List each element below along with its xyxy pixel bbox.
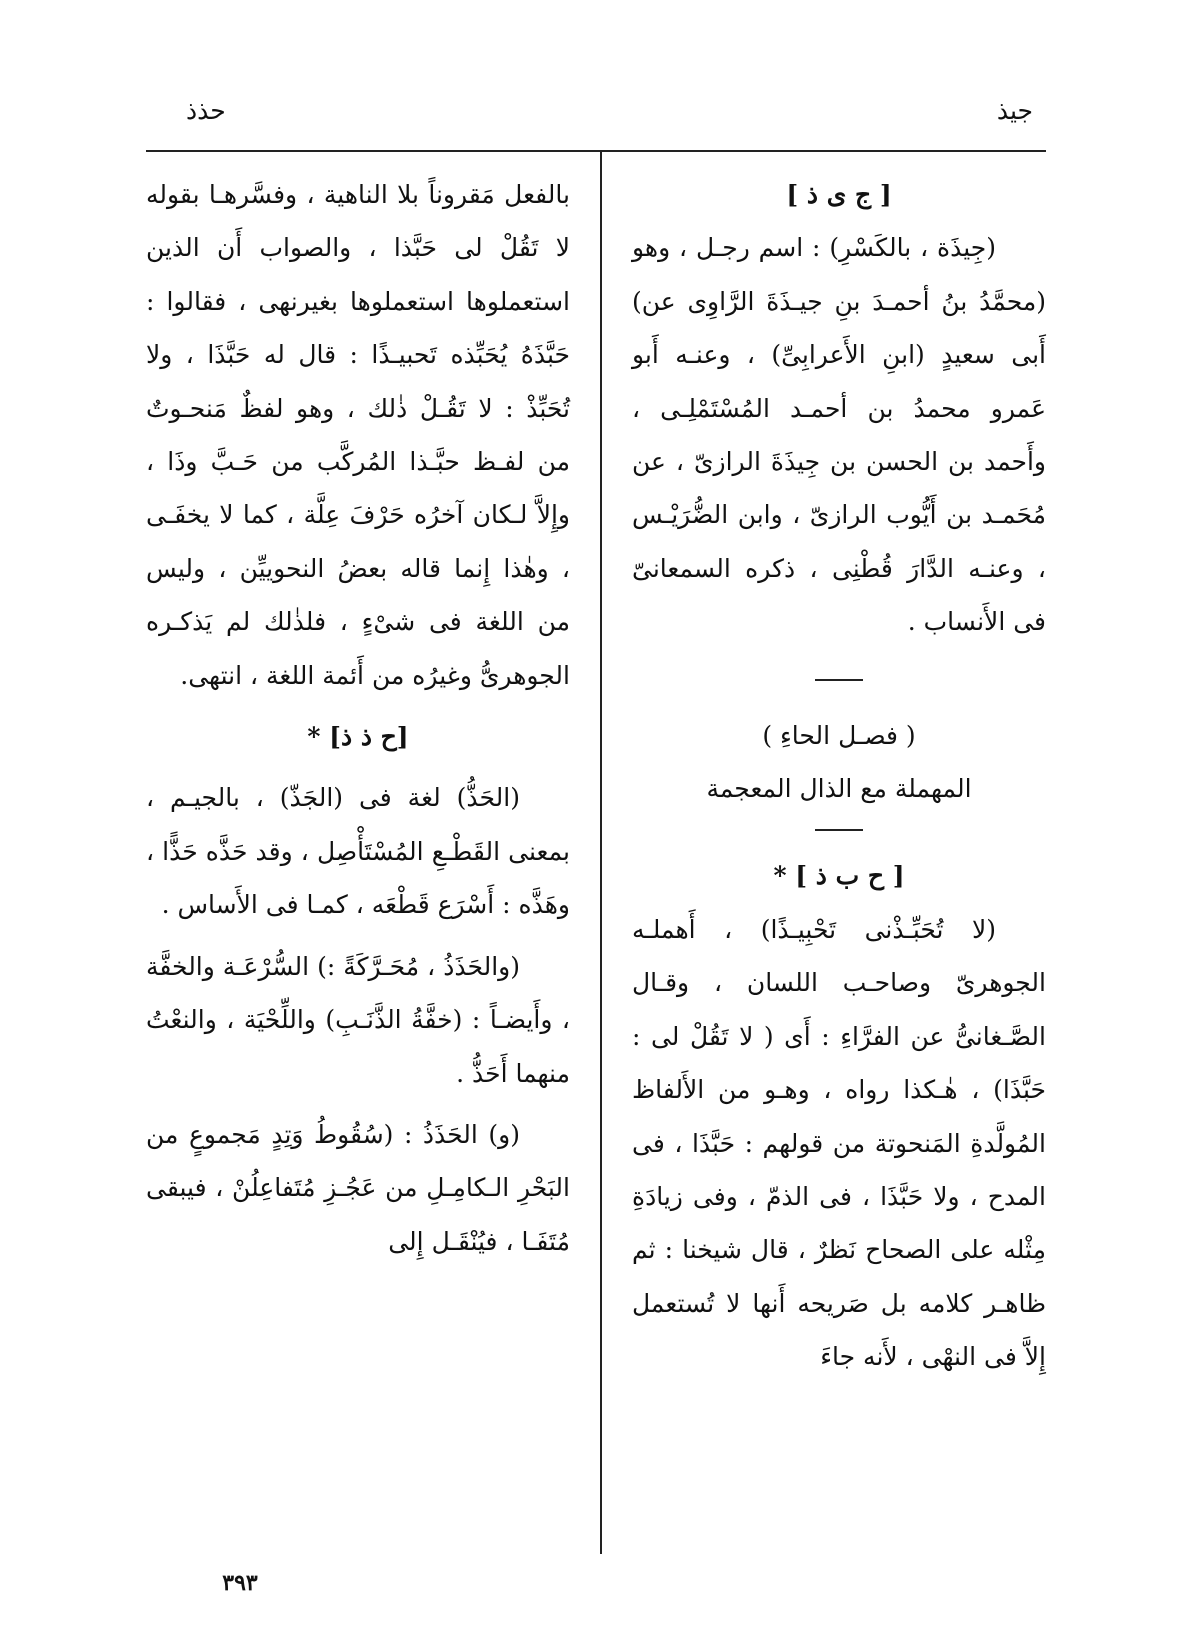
right-column [632, 168, 1046, 1384]
section-heading-hzz: [ح ذ ذ] * [307, 722, 409, 752]
page-number: ٣٩٣ [222, 1570, 258, 1596]
running-header-left: حذذ [186, 96, 226, 125]
section-heading-hbz: [ ح ب ذ ] * [773, 861, 905, 891]
fasl-subtitle: المهملة مع الذال المعجمة [706, 774, 972, 804]
running-header-right: جيذ [996, 96, 1033, 125]
section-heading-jyz: [ ج ى ذ ] [786, 180, 892, 209]
left-column [146, 168, 570, 1268]
separator-rule-small [815, 829, 863, 831]
entry-alhazz: (الحَذُّ) لغة فى (الجَذّ) ، بالجيـم ، بمعنى القَطْـعِ المُسْتَأْصِل ، وقد حَذَّه حَذًّا ، وهَذَّه : أَسْرَع قَطْعَه ، كمـا فى الأَساس . [146, 783, 570, 920]
entry-continuation: بالفعل مَقروناً بلا الناهية ، وفسَّرهـا بقوله لا تَقُلْ لى حَبَّذا ، والصواب أَن الذين استعملوها استعملوها بغيرنهى ، فقالوا : حَبَّذَهُ يُحَبِّذه تَحبيـذًا : قال له حَبَّذَا ، ولا تُحَبِّذْ : لا تَقُـلْ ذٰلك ، وهو لفظٌ مَنحـوتٌ من لفـظ حبَّـذا المُركَّب من حَـبَّ وذَا ، وإِلاَّ لـكان آخرُه حَرْفَ عِلَّة ، كما لا يخفَـى ، وهٰذا إِنما قاله بعضُ النحوييِّن ، وليس من اللغة فى شىْءٍ ، فلذٰلك لم يَذكـره الجوهرىُّ وغيرُه من أَئمة اللغة ، انتهى. [146, 180, 570, 690]
column-divider [600, 152, 602, 1554]
entry-tuhabbizni: (لا تُحَبِّـذْنى تَحْبِيـذًا) ، أَهملـه الجوهرىّ وصاحـب اللسان ، وقـال الصَّـغانىُّ عن الفرَّاءِ : أَى ( لا تَقُلْ لى : حَبَّذَا) ، هٰـكذا رواه ، وهـو من الأَلفاظ المُولَّدةِ المَنحوتة من قولهم : حَبَّذَا ، فى المدح ، ولا حَبَّذَا ، فى الذمّ ، وفى زيادَةِ مِثْله على الصحاح نَظرٌ ، قال شيخنا : ثم ظاهـر كلامه بل صَريحه أَنها لا تُستعمل إِلاَّ فى النهْى ، لأَنه جاءَ [632, 914, 1046, 1372]
entry-jiyza: (جِيذَة ، بالكَسْرِ) : اسم رجـل ، وهو (محمَّدُ بنُ أحمـدَ بنِ جيـذَةَ الرَّاوِى عن) أَبى سعيدٍ (ابنِ الأَعرابِىِّ) ، وعنـه أَبو عَمرو محمدُ بن أحمـد المُسْتَمْلِـى ، وأَحمد بن الحسن بن جِيذَةَ الرازىّ ، عن مُحَمـد بن أَيُّوب الرازىّ ، وابن الضُّرَيْـس ، وعنـه الدَّارَ قُطْنِى ، ذكره السمعانىّ فى الأَنساب . [632, 233, 1046, 637]
spacer [146, 763, 570, 771]
entry-alhazaz: (والحَذَذُ ، مُحَـرَّكَةً :) السُّرْعَـة والخفَّة ، وأَيضـاً : (خفَّةُ الذَّنَـبِ) واللِّحْيَة ، والنعْتُ منهما أَحَذُّ . [146, 951, 570, 1088]
fasl-title: ( فصـل الحاءِ ) [762, 720, 916, 750]
header-rule [146, 150, 1046, 152]
separator-rule [815, 679, 863, 681]
spacer [146, 702, 570, 710]
spacer [146, 932, 570, 940]
entry-alhazaz-prosody: (و) الحَذَذُ : (سُقُوطُ وَتِدٍ مَجموعٍ من البَحْرِ الـكامِـلِ من عَجُـزِ مُتَفاعِلُنْ ، فيبقى مُتَفَـا ، فيُنْقَـل إِلى [146, 1119, 570, 1256]
spacer [146, 1100, 570, 1108]
